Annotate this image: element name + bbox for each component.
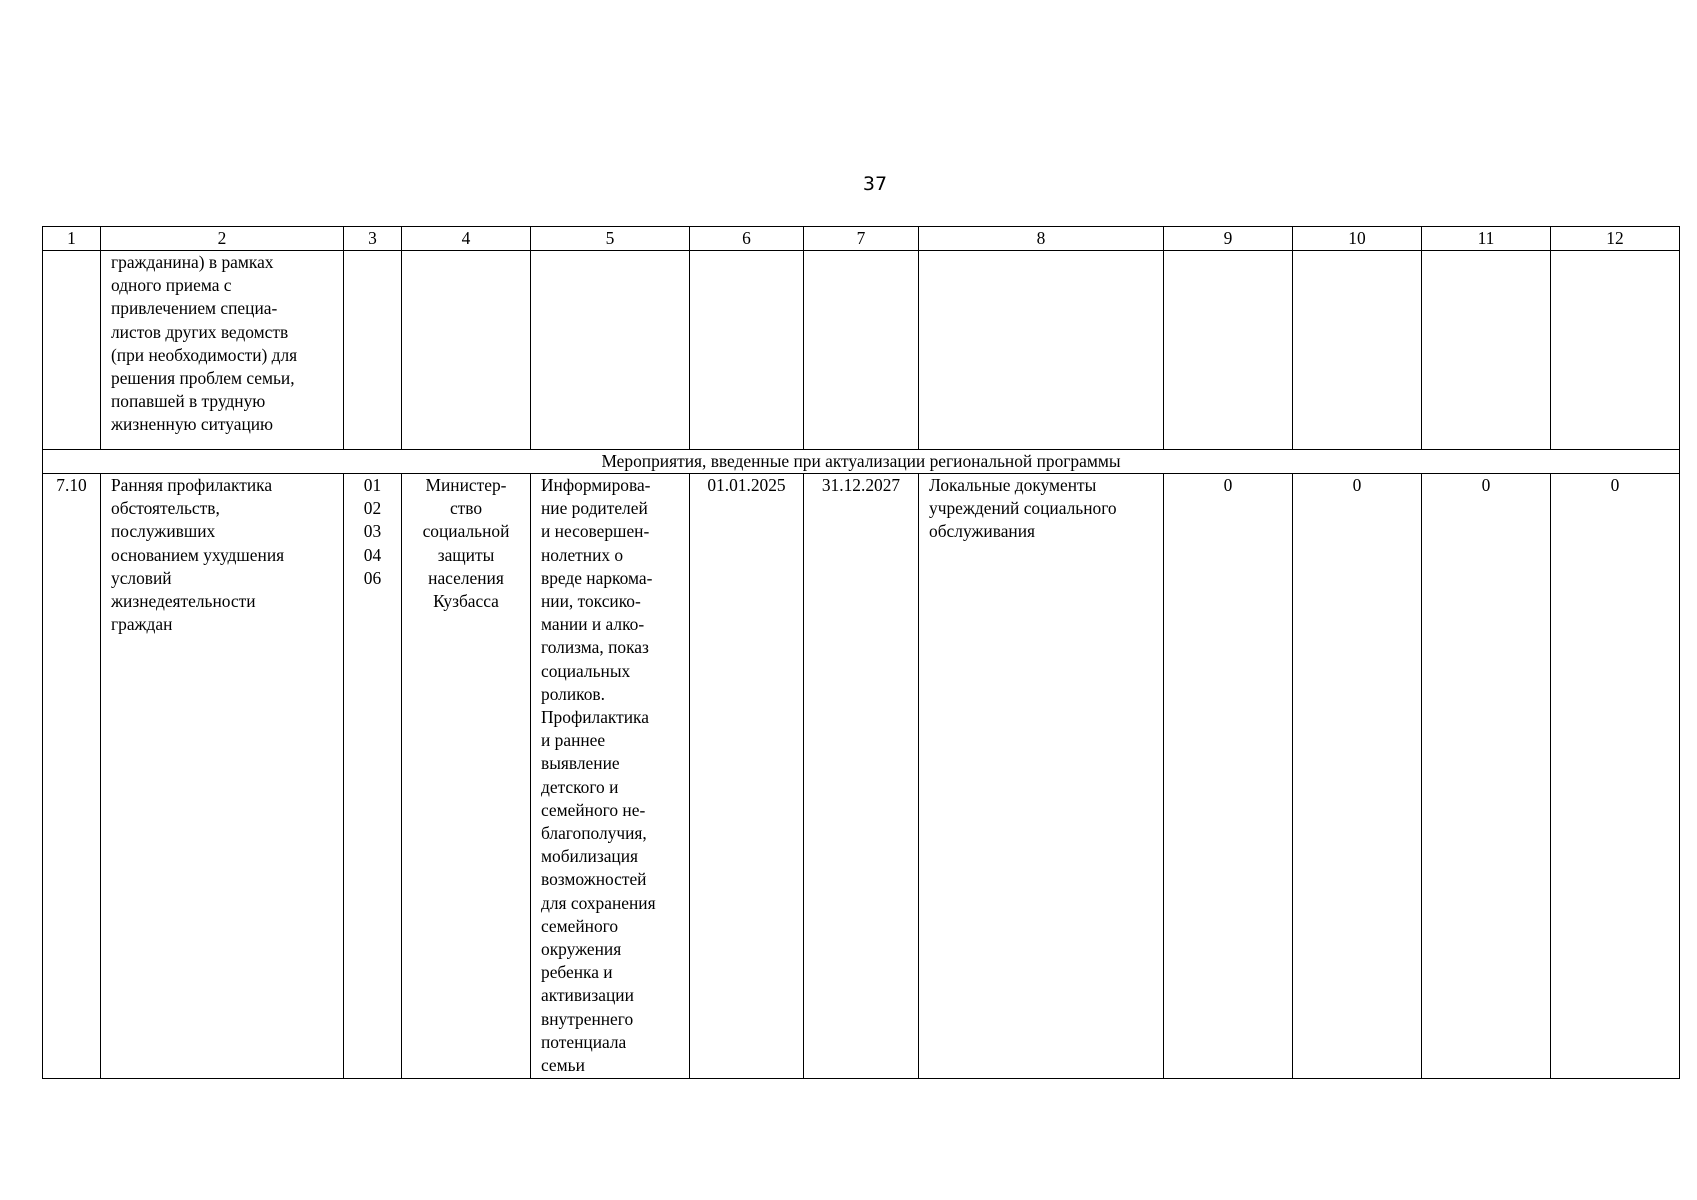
section-header-row — [43, 450, 1680, 474]
page-number: 37 — [862, 173, 888, 195]
column-header: 5 — [531, 227, 690, 251]
responsible-executor: Министер- ство социальной защиты населения Кузбасса — [402, 474, 531, 1079]
activities-table — [42, 226, 1680, 1079]
table-cell — [344, 251, 402, 450]
value-col-10: 0 — [1293, 474, 1422, 1079]
column-header: 8 — [919, 227, 1164, 251]
column-header: 2 — [101, 227, 344, 251]
table-cell — [43, 251, 101, 450]
column-header: 4 — [402, 227, 531, 251]
column-header: 1 — [43, 227, 101, 251]
table-cell — [1293, 251, 1422, 450]
regulatory-documents: Локальные документы учреждений социального обслуживания — [919, 474, 1164, 1079]
column-number-header-row — [43, 227, 1680, 251]
column-header: 6 — [690, 227, 804, 251]
table-row — [43, 474, 1680, 1079]
value-col-11: 0 — [1422, 474, 1551, 1079]
start-date: 01.01.2025 — [690, 474, 804, 1079]
column-header: 3 — [344, 227, 402, 251]
value-col-9: 0 — [1164, 474, 1293, 1079]
activity-name-continued: гражданина) в рамках одного приема с привлечением специа- листов других ведомств (при необходимости) для решения проблем семьи, попавшей в трудную жизненную ситуацию — [101, 251, 344, 450]
table-cell — [690, 251, 804, 450]
row-number: 7.10 — [43, 474, 101, 1079]
column-header: 7 — [804, 227, 919, 251]
table-cell — [1164, 251, 1293, 450]
activity-codes: 01 02 03 04 06 — [344, 474, 402, 1079]
column-header: 10 — [1293, 227, 1422, 251]
table-cell — [919, 251, 1164, 450]
table-cell — [531, 251, 690, 450]
section-title: Мероприятия, введенные при актуализации региональной программы — [43, 450, 1680, 474]
activity-name: Ранняя профилактика обстоятельств, послуживших основанием ухудшения условий жизнедеятельности граждан — [101, 474, 344, 1079]
column-header: 11 — [1422, 227, 1551, 251]
value-col-12: 0 — [1551, 474, 1680, 1079]
table-row-continued — [43, 251, 1680, 450]
column-header: 12 — [1551, 227, 1680, 251]
table-cell — [1551, 251, 1680, 450]
end-date: 31.12.2027 — [804, 474, 919, 1079]
activity-description: Информирова- ние родителей и несовершен- нолетних о вреде наркома- нии, токсико- мании и алко- голизма, показ социальных роликов. Профилактика и раннее выявление детского и семейного не- благополучия, мобилизация возможностей для сохранения семейного окружения ребенка и активизации внутреннего потенциала семьи — [531, 474, 690, 1079]
column-header: 9 — [1164, 227, 1293, 251]
table-cell — [402, 251, 531, 450]
table-cell — [804, 251, 919, 450]
table-cell — [1422, 251, 1551, 450]
